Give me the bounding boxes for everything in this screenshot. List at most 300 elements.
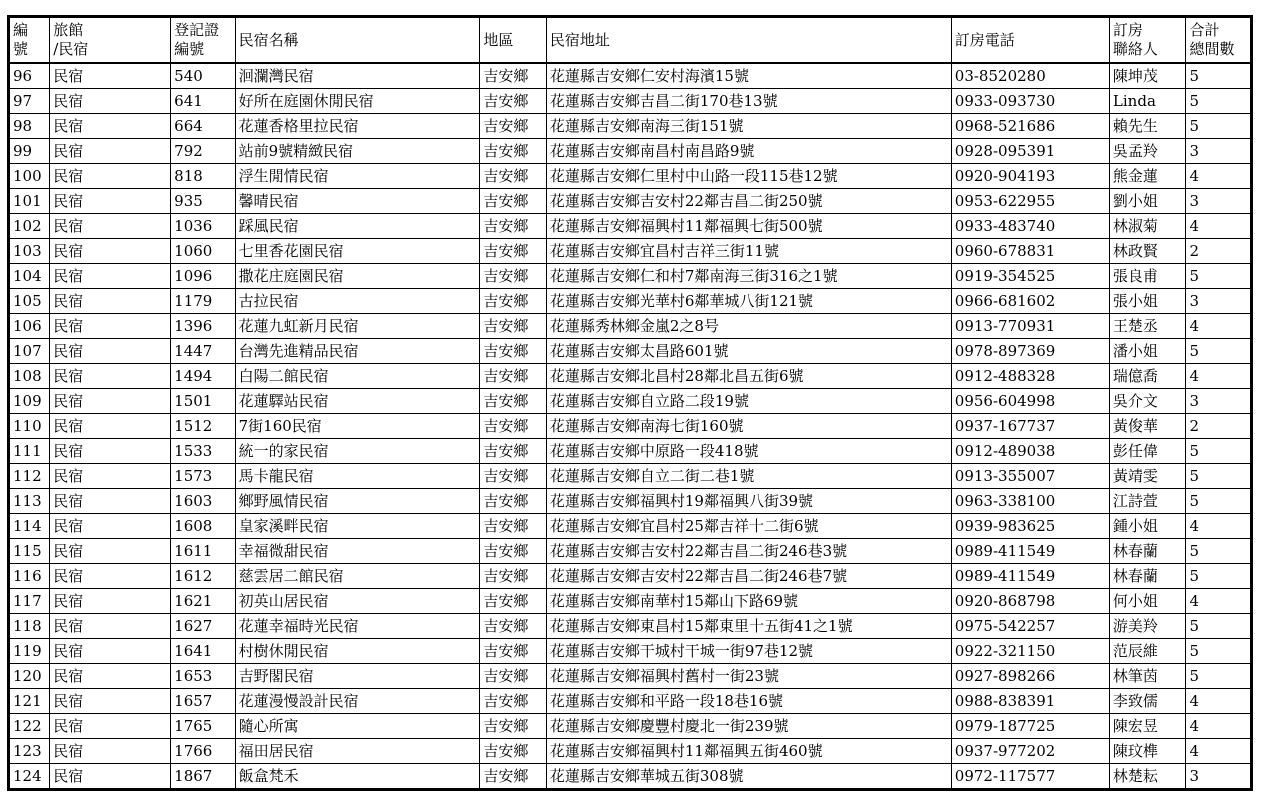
cell-no: 108 <box>9 364 50 389</box>
cell-area: 吉安鄉 <box>480 389 546 414</box>
cell-phone: 0966-681602 <box>951 289 1109 314</box>
cell-reg: 1867 <box>171 764 235 790</box>
cell-no: 104 <box>9 264 50 289</box>
table-row <box>9 664 1252 689</box>
cell-reg: 641 <box>171 89 235 114</box>
cell-type: 民宿 <box>50 314 171 339</box>
cell-contact: 賴先生 <box>1109 114 1186 139</box>
table-row <box>9 339 1252 364</box>
cell-no: 112 <box>9 464 50 489</box>
cell-rooms: 5 <box>1186 664 1252 689</box>
table-row <box>9 139 1252 164</box>
cell-no: 102 <box>9 214 50 239</box>
cell-contact: 熊金蓮 <box>1109 164 1186 189</box>
table-row <box>9 764 1252 790</box>
cell-phone: 0979-187725 <box>951 714 1109 739</box>
cell-address: 花蓮縣吉安鄉福興村19鄰福興八街39號 <box>546 489 951 514</box>
cell-area: 吉安鄉 <box>480 539 546 564</box>
cell-type: 民宿 <box>50 614 171 639</box>
table-row <box>9 264 1252 289</box>
cell-reg: 1573 <box>171 464 235 489</box>
cell-name: 花蓮漫慢設計民宿 <box>235 689 480 714</box>
cell-contact: 何小姐 <box>1109 589 1186 614</box>
cell-type: 民宿 <box>50 514 171 539</box>
cell-contact: 瑞億喬 <box>1109 364 1186 389</box>
cell-name: 隨心所寓 <box>235 714 480 739</box>
cell-name: 馨晴民宿 <box>235 189 480 214</box>
cell-type: 民宿 <box>50 439 171 464</box>
cell-rooms: 5 <box>1186 89 1252 114</box>
cell-no: 120 <box>9 664 50 689</box>
cell-type: 民宿 <box>50 489 171 514</box>
cell-rooms: 4 <box>1186 164 1252 189</box>
cell-address: 花蓮縣吉安鄉福興村舊村一街23號 <box>546 664 951 689</box>
cell-area: 吉安鄉 <box>480 114 546 139</box>
cell-contact: 潘小姐 <box>1109 339 1186 364</box>
cell-type: 民宿 <box>50 589 171 614</box>
header-no: 編 號 <box>9 17 50 64</box>
cell-area: 吉安鄉 <box>480 264 546 289</box>
cell-phone: 0919-354525 <box>951 264 1109 289</box>
cell-rooms: 2 <box>1186 414 1252 439</box>
cell-no: 99 <box>9 139 50 164</box>
cell-contact: 張良甫 <box>1109 264 1186 289</box>
cell-area: 吉安鄉 <box>480 589 546 614</box>
table-row <box>9 114 1252 139</box>
header-contact: 訂房 聯絡人 <box>1109 17 1186 64</box>
cell-type: 民宿 <box>50 289 171 314</box>
cell-address: 花蓮縣吉安鄉吉昌二街170巷13號 <box>546 89 951 114</box>
table-row <box>9 439 1252 464</box>
cell-reg: 1096 <box>171 264 235 289</box>
table-row <box>9 314 1252 339</box>
cell-type: 民宿 <box>50 189 171 214</box>
cell-address: 花蓮縣吉安鄉自立二街二巷1號 <box>546 464 951 489</box>
cell-area: 吉安鄉 <box>480 664 546 689</box>
cell-no: 118 <box>9 614 50 639</box>
cell-type: 民宿 <box>50 689 171 714</box>
cell-reg: 1627 <box>171 614 235 639</box>
cell-address: 花蓮縣吉安鄉自立路二段19號 <box>546 389 951 414</box>
cell-no: 124 <box>9 764 50 790</box>
cell-contact: 林淑菊 <box>1109 214 1186 239</box>
cell-area: 吉安鄉 <box>480 189 546 214</box>
cell-no: 113 <box>9 489 50 514</box>
cell-area: 吉安鄉 <box>480 239 546 264</box>
cell-name: 站前9號精緻民宿 <box>235 139 480 164</box>
cell-area: 吉安鄉 <box>480 739 546 764</box>
cell-name: 浮生閒情民宿 <box>235 164 480 189</box>
cell-name: 白陽二館民宿 <box>235 364 480 389</box>
cell-rooms: 4 <box>1186 214 1252 239</box>
cell-contact: 黃靖雯 <box>1109 464 1186 489</box>
cell-rooms: 4 <box>1186 714 1252 739</box>
cell-no: 98 <box>9 114 50 139</box>
cell-no: 117 <box>9 589 50 614</box>
cell-type: 民宿 <box>50 214 171 239</box>
cell-contact: 鍾小姐 <box>1109 514 1186 539</box>
cell-reg: 1621 <box>171 589 235 614</box>
table-row <box>9 489 1252 514</box>
cell-contact: 王楚丞 <box>1109 314 1186 339</box>
cell-address: 花蓮縣吉安鄉南昌村南昌路9號 <box>546 139 951 164</box>
cell-contact: 劉小姐 <box>1109 189 1186 214</box>
cell-contact: 李致儒 <box>1109 689 1186 714</box>
cell-address: 花蓮縣吉安鄉仁里村中山路一段115巷12號 <box>546 164 951 189</box>
table-row <box>9 689 1252 714</box>
cell-reg: 1447 <box>171 339 235 364</box>
cell-type: 民宿 <box>50 339 171 364</box>
cell-address: 花蓮縣吉安鄉光華村6鄰華城八街121號 <box>546 289 951 314</box>
table-row <box>9 214 1252 239</box>
cell-address: 花蓮縣吉安鄉南海三街151號 <box>546 114 951 139</box>
cell-address: 花蓮縣吉安鄉仁和村7鄰南海三街316之1號 <box>546 264 951 289</box>
cell-area: 吉安鄉 <box>480 464 546 489</box>
cell-address: 花蓮縣吉安鄉南華村15鄰山下路69號 <box>546 589 951 614</box>
cell-rooms: 5 <box>1186 63 1252 89</box>
cell-area: 吉安鄉 <box>480 764 546 790</box>
cell-phone: 0913-355007 <box>951 464 1109 489</box>
cell-contact: 陳坤茂 <box>1109 63 1186 89</box>
cell-reg: 1608 <box>171 514 235 539</box>
cell-rooms: 5 <box>1186 489 1252 514</box>
cell-reg: 1611 <box>171 539 235 564</box>
table-row <box>9 614 1252 639</box>
cell-no: 115 <box>9 539 50 564</box>
cell-name: 福田居民宿 <box>235 739 480 764</box>
cell-rooms: 4 <box>1186 314 1252 339</box>
cell-reg: 1036 <box>171 214 235 239</box>
cell-area: 吉安鄉 <box>480 214 546 239</box>
cell-rooms: 2 <box>1186 239 1252 264</box>
cell-type: 民宿 <box>50 539 171 564</box>
cell-area: 吉安鄉 <box>480 689 546 714</box>
cell-area: 吉安鄉 <box>480 714 546 739</box>
cell-no: 101 <box>9 189 50 214</box>
cell-reg: 1512 <box>171 414 235 439</box>
cell-name: 七里香花園民宿 <box>235 239 480 264</box>
cell-phone: 0953-622955 <box>951 189 1109 214</box>
header-row <box>9 17 1252 64</box>
cell-type: 民宿 <box>50 239 171 264</box>
cell-name: 飯盒梵禾 <box>235 764 480 790</box>
cell-type: 民宿 <box>50 464 171 489</box>
cell-type: 民宿 <box>50 639 171 664</box>
cell-contact: 江詩萱 <box>1109 489 1186 514</box>
table-row <box>9 364 1252 389</box>
cell-phone: 0937-977202 <box>951 739 1109 764</box>
cell-no: 122 <box>9 714 50 739</box>
table-row <box>9 89 1252 114</box>
cell-name: 踩風民宿 <box>235 214 480 239</box>
cell-phone: 0913-770931 <box>951 314 1109 339</box>
cell-address: 花蓮縣吉安鄉華城五街308號 <box>546 764 951 790</box>
header-reg: 登記證 編號 <box>171 17 235 64</box>
cell-rooms: 4 <box>1186 589 1252 614</box>
cell-address: 花蓮縣吉安鄉南海七街160號 <box>546 414 951 439</box>
cell-type: 民宿 <box>50 164 171 189</box>
cell-name: 花蓮香格里拉民宿 <box>235 114 480 139</box>
table-row <box>9 164 1252 189</box>
cell-reg: 1641 <box>171 639 235 664</box>
cell-name: 馬卡龍民宿 <box>235 464 480 489</box>
cell-phone: 0963-338100 <box>951 489 1109 514</box>
cell-rooms: 5 <box>1186 114 1252 139</box>
header-phone: 訂房電話 <box>951 17 1109 64</box>
table-row <box>9 639 1252 664</box>
cell-rooms: 5 <box>1186 639 1252 664</box>
table-row <box>9 63 1252 89</box>
cell-reg: 1494 <box>171 364 235 389</box>
cell-phone: 0968-521686 <box>951 114 1109 139</box>
cell-no: 96 <box>9 63 50 89</box>
cell-reg: 1179 <box>171 289 235 314</box>
cell-rooms: 4 <box>1186 689 1252 714</box>
cell-type: 民宿 <box>50 664 171 689</box>
cell-area: 吉安鄉 <box>480 63 546 89</box>
cell-address: 花蓮縣吉安鄉東昌村15鄰東里十五街41之1號 <box>546 614 951 639</box>
cell-contact: 黃俊華 <box>1109 414 1186 439</box>
cell-rooms: 5 <box>1186 339 1252 364</box>
cell-name: 初英山居民宿 <box>235 589 480 614</box>
cell-name: 7街160民宿 <box>235 414 480 439</box>
cell-name: 花蓮九虹新月民宿 <box>235 314 480 339</box>
table-row <box>9 539 1252 564</box>
table-row <box>9 739 1252 764</box>
cell-area: 吉安鄉 <box>480 89 546 114</box>
cell-reg: 1396 <box>171 314 235 339</box>
cell-area: 吉安鄉 <box>480 614 546 639</box>
cell-phone: 0939-983625 <box>951 514 1109 539</box>
cell-area: 吉安鄉 <box>480 414 546 439</box>
cell-address: 花蓮縣吉安鄉太昌路601號 <box>546 339 951 364</box>
cell-address: 花蓮縣吉安鄉仁安村海濱15號 <box>546 63 951 89</box>
table-row <box>9 514 1252 539</box>
cell-phone: 0989-411549 <box>951 539 1109 564</box>
cell-contact: 陳玟榫 <box>1109 739 1186 764</box>
cell-address: 花蓮縣吉安鄉中原路一段418號 <box>546 439 951 464</box>
cell-contact: 林政賢 <box>1109 239 1186 264</box>
cell-no: 107 <box>9 339 50 364</box>
cell-reg: 1501 <box>171 389 235 414</box>
cell-name: 村樹休閒民宿 <box>235 639 480 664</box>
cell-contact: 張小姐 <box>1109 289 1186 314</box>
cell-name: 皇家溪畔民宿 <box>235 514 480 539</box>
table-row <box>9 589 1252 614</box>
cell-reg: 1060 <box>171 239 235 264</box>
cell-phone: 0933-093730 <box>951 89 1109 114</box>
cell-no: 97 <box>9 89 50 114</box>
cell-reg: 1657 <box>171 689 235 714</box>
cell-phone: 0920-868798 <box>951 589 1109 614</box>
cell-name: 吉野閣民宿 <box>235 664 480 689</box>
cell-area: 吉安鄉 <box>480 164 546 189</box>
cell-reg: 1766 <box>171 739 235 764</box>
cell-name: 洄瀾灣民宿 <box>235 63 480 89</box>
cell-reg: 1603 <box>171 489 235 514</box>
cell-address: 花蓮縣吉安鄉宜昌村吉祥三街11號 <box>546 239 951 264</box>
cell-address: 花蓮縣吉安鄉慶豐村慶北一街239號 <box>546 714 951 739</box>
cell-phone: 0920-904193 <box>951 164 1109 189</box>
cell-no: 110 <box>9 414 50 439</box>
cell-phone: 0988-838391 <box>951 689 1109 714</box>
cell-type: 民宿 <box>50 63 171 89</box>
table-row <box>9 189 1252 214</box>
cell-address: 花蓮縣秀林鄉金嵐2之8号 <box>546 314 951 339</box>
cell-no: 111 <box>9 439 50 464</box>
cell-phone: 0937-167737 <box>951 414 1109 439</box>
cell-address: 花蓮縣吉安鄉吉安村22鄰吉昌二街246巷3號 <box>546 539 951 564</box>
cell-area: 吉安鄉 <box>480 564 546 589</box>
cell-type: 民宿 <box>50 564 171 589</box>
cell-type: 民宿 <box>50 114 171 139</box>
cell-rooms: 3 <box>1186 189 1252 214</box>
cell-type: 民宿 <box>50 89 171 114</box>
cell-address: 花蓮縣吉安鄉福興村11鄰福興七街500號 <box>546 214 951 239</box>
cell-reg: 1765 <box>171 714 235 739</box>
header-area: 地區 <box>480 17 546 64</box>
header-rooms: 合計 總間數 <box>1186 17 1252 64</box>
cell-area: 吉安鄉 <box>480 314 546 339</box>
cell-name: 好所在庭園休閒民宿 <box>235 89 480 114</box>
cell-area: 吉安鄉 <box>480 439 546 464</box>
cell-area: 吉安鄉 <box>480 139 546 164</box>
table-row <box>9 414 1252 439</box>
cell-contact: 林春蘭 <box>1109 564 1186 589</box>
cell-area: 吉安鄉 <box>480 514 546 539</box>
cell-phone: 0978-897369 <box>951 339 1109 364</box>
cell-type: 民宿 <box>50 414 171 439</box>
cell-rooms: 5 <box>1186 539 1252 564</box>
cell-reg: 792 <box>171 139 235 164</box>
cell-rooms: 4 <box>1186 739 1252 764</box>
cell-address: 花蓮縣吉安鄉宜昌村25鄰吉祥十二街6號 <box>546 514 951 539</box>
cell-reg: 1533 <box>171 439 235 464</box>
cell-reg: 818 <box>171 164 235 189</box>
cell-contact: 林春蘭 <box>1109 539 1186 564</box>
cell-name: 幸福微甜民宿 <box>235 539 480 564</box>
cell-address: 花蓮縣吉安鄉北昌村28鄰北昌五街6號 <box>546 364 951 389</box>
cell-rooms: 5 <box>1186 614 1252 639</box>
cell-phone: 0927-898266 <box>951 664 1109 689</box>
cell-type: 民宿 <box>50 714 171 739</box>
cell-no: 116 <box>9 564 50 589</box>
table-row <box>9 714 1252 739</box>
cell-contact: Linda <box>1109 89 1186 114</box>
cell-name: 台灣先進精品民宿 <box>235 339 480 364</box>
header-type: 旅館 /民宿 <box>50 17 171 64</box>
cell-phone: 03-8520280 <box>951 63 1109 89</box>
cell-rooms: 3 <box>1186 764 1252 790</box>
cell-phone: 0989-411549 <box>951 564 1109 589</box>
cell-address: 花蓮縣吉安鄉福興村11鄰福興五街460號 <box>546 739 951 764</box>
cell-name: 鄉野風情民宿 <box>235 489 480 514</box>
cell-reg: 935 <box>171 189 235 214</box>
cell-rooms: 3 <box>1186 389 1252 414</box>
cell-no: 121 <box>9 689 50 714</box>
cell-address: 花蓮縣吉安鄉干城村干城一街97巷12號 <box>546 639 951 664</box>
cell-phone: 0972-117577 <box>951 764 1109 790</box>
cell-reg: 540 <box>171 63 235 89</box>
cell-contact: 游美羚 <box>1109 614 1186 639</box>
cell-area: 吉安鄉 <box>480 339 546 364</box>
table-row <box>9 464 1252 489</box>
cell-reg: 1612 <box>171 564 235 589</box>
cell-no: 103 <box>9 239 50 264</box>
cell-rooms: 5 <box>1186 464 1252 489</box>
cell-phone: 0922-321150 <box>951 639 1109 664</box>
cell-contact: 陳宏昱 <box>1109 714 1186 739</box>
cell-name: 撒花庄庭園民宿 <box>235 264 480 289</box>
cell-type: 民宿 <box>50 139 171 164</box>
cell-rooms: 4 <box>1186 364 1252 389</box>
cell-contact: 吳孟羚 <box>1109 139 1186 164</box>
cell-type: 民宿 <box>50 264 171 289</box>
cell-no: 119 <box>9 639 50 664</box>
table-row <box>9 289 1252 314</box>
table-body <box>9 63 1252 790</box>
cell-phone: 0975-542257 <box>951 614 1109 639</box>
cell-address: 花蓮縣吉安鄉吉安村22鄰吉昌二街250號 <box>546 189 951 214</box>
cell-type: 民宿 <box>50 739 171 764</box>
cell-contact: 林筆茵 <box>1109 664 1186 689</box>
cell-area: 吉安鄉 <box>480 364 546 389</box>
cell-name: 統一的家民宿 <box>235 439 480 464</box>
cell-address: 花蓮縣吉安鄉吉安村22鄰吉昌二街246巷7號 <box>546 564 951 589</box>
cell-name: 古拉民宿 <box>235 289 480 314</box>
table-row <box>9 389 1252 414</box>
cell-address: 花蓮縣吉安鄉和平路一段18巷16號 <box>546 689 951 714</box>
header-address: 民宿地址 <box>546 17 951 64</box>
cell-type: 民宿 <box>50 764 171 790</box>
cell-type: 民宿 <box>50 364 171 389</box>
cell-phone: 0960-678831 <box>951 239 1109 264</box>
cell-contact: 林楚耘 <box>1109 764 1186 790</box>
cell-reg: 1653 <box>171 664 235 689</box>
cell-rooms: 5 <box>1186 264 1252 289</box>
cell-rooms: 5 <box>1186 439 1252 464</box>
cell-contact: 范辰維 <box>1109 639 1186 664</box>
cell-phone: 0928-095391 <box>951 139 1109 164</box>
table-row <box>9 564 1252 589</box>
cell-rooms: 3 <box>1186 139 1252 164</box>
cell-phone: 0912-489038 <box>951 439 1109 464</box>
cell-type: 民宿 <box>50 389 171 414</box>
cell-area: 吉安鄉 <box>480 639 546 664</box>
cell-no: 105 <box>9 289 50 314</box>
cell-rooms: 5 <box>1186 564 1252 589</box>
cell-no: 100 <box>9 164 50 189</box>
cell-name: 慈雲居二館民宿 <box>235 564 480 589</box>
cell-no: 109 <box>9 389 50 414</box>
table-row <box>9 239 1252 264</box>
cell-name: 花蓮驛站民宿 <box>235 389 480 414</box>
cell-rooms: 4 <box>1186 514 1252 539</box>
cell-phone: 0956-604998 <box>951 389 1109 414</box>
cell-contact: 吳介文 <box>1109 389 1186 414</box>
cell-area: 吉安鄉 <box>480 289 546 314</box>
cell-no: 123 <box>9 739 50 764</box>
homestay-table <box>7 15 1253 791</box>
cell-no: 106 <box>9 314 50 339</box>
cell-phone: 0912-488328 <box>951 364 1109 389</box>
cell-name: 花蓮幸福時光民宿 <box>235 614 480 639</box>
cell-reg: 664 <box>171 114 235 139</box>
cell-rooms: 3 <box>1186 289 1252 314</box>
cell-area: 吉安鄉 <box>480 489 546 514</box>
header-name: 民宿名稱 <box>235 17 480 64</box>
cell-contact: 彭任偉 <box>1109 439 1186 464</box>
